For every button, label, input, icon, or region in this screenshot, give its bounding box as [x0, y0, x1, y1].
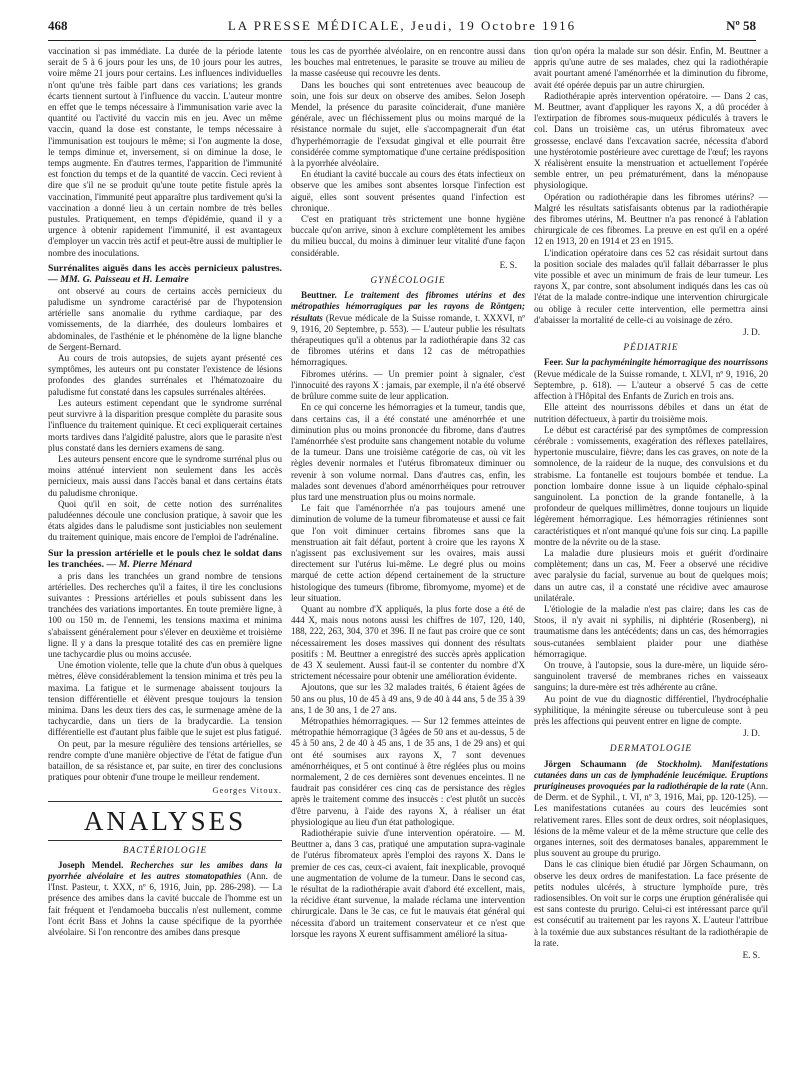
page-header — [48, 18, 756, 40]
issue-number: Nº 58 — [726, 18, 756, 33]
entry-text: (Ann. de l'Inst. Pasteur, t. XXX, nº 6, 1916, Juin, pp. 286-298). — La présence des amibes dans la cavité buccale de l'homme est un fait fréquent et l'endamoeba buccalis n'est nullement, comme l'ont écrit Bass et Johns la cause spécifique de la pyorrhée alvéolaire. Si l'on rencontre des amibes dans presque — [48, 871, 282, 938]
paragraph: a pris dans les tranchées un grand nombre de tensions artérielles. Des recherches qu'il a faites, il tire les conclusions suivantes : Pressions artérielles et pouls subissent dans les tranchées des variations importantes. En toute première ligne, à 100 ou 150 m. de l'ennemi, les tensions maxima et minima s'abaissent généralement pour s'élever en deuxième et troisième ligne. Il y a dans la presque totalité des cas en première ligne une tachycardie plus ou moins accusée. — [48, 570, 282, 659]
paragraph: Au point de vue du diagnostic différentiel, l'hydrocéphalie syphilitique, la méningite séreuse ou tuberculeuse sont à peu près les affections qui peuvent entrer en ligne de compte. — [534, 693, 768, 726]
section-label: PÉDIATRIE — [623, 343, 679, 354]
paragraph: Les auteurs pensent encore que le syndrome surrénal plus ou moins atténué intervient non seulement dans les accès pernicieux, mais aussi dans l'accès banal et dans certains états du paludisme chronique. — [48, 453, 282, 498]
entry-author: Jörgen Schaumann — [544, 758, 627, 769]
entry-text: (Revue médicale de la Suisse romande, t. XXXVI, nº 9, 1916, 20 Septembre, p. 553). — L'auteur publie les résultats thérapeutiques qu'il a obtenus par la radiothérapie dans 32 cas de fibromes utérins et dans 12 cas de métropathies hémorragiques. — [291, 312, 525, 368]
page-number: 468 — [48, 18, 68, 33]
signature: J. D. — [743, 327, 760, 338]
paragraph: Une émotion violente, telle que la chute d'un obus à quelques mètres, élève considérablement la tension minima et très peu la maxima. La fatigue et le surmenage abaissent toujours la tension différentielle et élèvent presque toujours la tension minima. Dans les deux tiers des cas, le surmenage amène de la tachycardie, dans un tiers de la bradycardie. La tension différentielle est d'autant plus faible que le sujet est plus fatigué. — [48, 660, 282, 738]
signature: E. S. — [499, 259, 517, 270]
heading-title: Sur la pression artérielle et le pouls chez le soldat dans les tranchées. — [48, 547, 282, 571]
entry-title: (de Stockholm). Manifestations cutanées dans un cas de lymphadénie leucémique. Eruptions prurigineuses provoquées par la radiothérapie de la rate — [534, 758, 768, 791]
paragraph: Fibromes utérins. — Un premier point à signaler, c'est l'innocuité des rayons X : jamais, par exemple, il n'a été observé de brûlure comme suite de leur application. — [291, 368, 525, 402]
paragraph: On trouve, à l'autopsie, sous la dure-mère, un liquide séro-sanguinolent traversé de membranes riches en vaisseaux sanguins; la dure-mère est très adhérente au crâne. — [534, 659, 768, 693]
analysis-entry — [534, 357, 768, 402]
paragraph: Radiothérapie après intervention opératoire. — Dans 2 cas, M. Beuttner, avant d'appliquer les rayons X, a dû procéder à l'extirpation de fibromes sous-muqueux pédiculés à travers le col. Dans un troisième cas, un utérus fibromateux avec grossesse, enclavé dans l'excavation sacrée, nécessita d'abord une hystérotomie postérieure avec curettage de l'œuf; les rayons X réalisèrent ensuite la menstruation et actuellement l'opérée semble entrer, un peu prématurément, dans la ménopause physiologique. — [534, 90, 768, 191]
article-heading — [48, 548, 282, 571]
paragraph: En étudiant la cavité buccale au cours des états infectieux on observe que les amibes sont absentes lorsque l'infection est aiguë, elles sont souvent présentes quand l'infection est chronique. — [291, 169, 525, 213]
section-label: GYNÉCOLOGIE — [370, 276, 446, 287]
paragraph: Ajoutons, que sur les 32 malades traités, 6 étaient âgées de 50 ans ou plus, 10 de 45 à 49 ans, 9 de 40 à 44 ans, 5 de 35 à 39 ans, 1 de 30 ans, 1 de 27 ans. — [291, 682, 525, 715]
signature: Georges Vitoux. — [212, 786, 282, 796]
journal-title: LA PRESSE MÉDICALE, Jeudi, 19 Octobre 1916 — [227, 18, 577, 33]
article-heading — [48, 263, 282, 286]
heading-authors: — MM. G. Paisseau et H. Lemaire — [48, 274, 189, 286]
paragraph: Dans les bouches qui sont entretenues avec beaucoup de soin, une fois sur deux on observe des amibes. Selon Joseph Mendel, la présence du parasite coïnciderait, d'une manière générale, avec un fléchissement plus ou moins marqué de la résistance normale du sujet, elle s'accompagnerait d'un état d'hyperhémorragie de l'exsudat gingival et elle pourrait être considérée comme symptomatique d'une certaine prédisposition à la pyorrhée alvéolaire. — [291, 79, 525, 169]
column-middle — [291, 46, 525, 940]
section-banner-analyses: ANALYSES — [48, 801, 282, 841]
paragraph: tion qu'on opéra la malade sur son désir. Enfin, M. Beuttner a appris qu'une autre de ses malades, chez qui la radiothérapie avait pourtant amené l'aménorrhée et la diminution du fibrome, avait été opérée depuis par un autre chirurgien. — [534, 46, 768, 90]
paragraph: vaccination si pas immédiate. La durée de la période latente serait de 5 à 6 jours pour les uns, de 10 jours pour les autres, voire même 21 jours pour certains. Les influences individuelles n'ont qu'une très faible part dans ces variations; les grands écarts tiennent surtout à l'influence du vaccin. L'auteur montre en effet que le temps nécessaire à l'immunisation varie avec la quantité ou l'activité du vaccin mis en jeu. Avec un même vaccin, quand la dose est constante, le temps nécessaire à l'immunisation est toujours le même; si l'on augmente la dose, le temps diminue et, inversement, si on diminue la dose, le temps augmente. En d'autres termes, l'apparition de l'immunité est fonction du temps et de la quantité de vaccin. Ceci revient à dire que s'il ne se produit qu'une toute petite fistule après la vaccination, l'immunité peut apparaître plus tardivement qu'si la vaccination a donné lieu à un certain nombre de très belles pustules. Pratiquement, en temps d'épidémie, quand il y a urgence à obtenir rapidement l'immunité, il est avantageux d'employer un vaccin très actif et peut-être aussi de multiplier le nombre des inoculations. — [48, 46, 282, 258]
paragraph: Au cours de trois autopsies, de sujets ayant présenté ces symptômes, les auteurs ont pu constater l'existence de lésions profondes des glandes surrénales et l'hématozoaire du paludisme fut constaté dans les capsules surrénales altérées. — [48, 353, 282, 397]
section-label: DERMATOLOGIE — [609, 744, 693, 755]
entry-text: (Revue médicale de la Suisse romande, t. XLVI, nº 9, 1916, 20 Septembre, p. 618). — L'auteur a observé 5 cas de cette affection à l'Hôpital des Enfants de Zurich en trois ans. — [534, 368, 768, 402]
signature: J. D. — [743, 728, 760, 739]
column-right — [534, 46, 768, 964]
entry-title: Recherches sur les amibes dans la pyorrhée alvéolaire et les autres stomatopathies — [48, 859, 282, 881]
paragraph: ont observé au cours de certains accès pernicieux du paludisme un syndrome caractérisé par de l'hypotension artérielle sans anomalie du rythme cardiaque, par des vomissements, de la diarrhée, des douleurs lombaires et abdominales, de l'asthénie et le phénomène de la ligne blanche de Sergent-Bernard. — [48, 285, 282, 352]
paragraph: Opération ou radiothérapie dans les fibromes utérins? — Malgré les résultats satisfaisants obtenus par la radiothérapie des fibromes utérins, M. Beuttner n'a pas renoncé à l'ablation chirurgicale de ces fibromes. La preuve en est qu'il en a opéré 12 en 1913, 20 en 1914 et 23 en 1915. — [534, 191, 768, 247]
article-columns — [48, 46, 768, 1076]
header-rule — [48, 40, 756, 41]
paragraph: Quant au nombre d'X appliqués, la plus forte dose a été de 444 X, mais nous notons aussi les chiffres de 107, 120, 140, 188, 222, 263, 304, 370 et 396. Il ne faut pas croire que ce sont nécessairement les doses massives qui donnent des résultats positifs : M. Beuttner a enregistré des succès après application de 43 X seulement. Aussi faut-il se contenter du nombre d'X strictement nécessaire pour obtenir une amélioration évidente. — [291, 603, 525, 682]
entry-title: Sur la pachyméningite hémorragique des nourrissons — [565, 357, 768, 368]
paragraph: Le début est caractérisé par des symptômes de compression cérébrale : vomissements, exagération des réflexes patellaires, hypertonie musculaire, fièvre; dans les cas graves, on note de la somnolence, de la raideur de la nuque, des convulsions et du strabisme. La fontanelle est toujours bombée et tendue. La ponction lombaire donne issue à un liquide céphalo-spinal sanguinolent. La ponction de la grande fontanelle, à la profondeur de quelques millimètres, donne toujours un liquide légèrement hémorragique. Les hémorragies rétiniennes sont caractéristiques et n'ont manqué qu'une fois sur cinq. La papille montre de la névrite ou de la stase. — [534, 424, 768, 547]
paragraph: C'est en pratiquant très strictement une bonne hygiène buccale qu'on arrive, sinon à exclure complètement les amibes du milieu buccal, du moins à diminuer leur vitalité d'une façon considérable. — [291, 214, 525, 258]
paragraph: On peut, par la mesure régulière des tensions artérielles, se rendre compte d'une manière objective de l'état de fatigue d'un bataillon, de sa résistance et, par suite, en tirer des conclusions pratiques pour obtenir d'une troupe le meilleur rendement. — [48, 738, 282, 783]
paragraph: Radiothérapie suivie d'une intervention opératoire. — M. Beuttner a, dans 3 cas, pratiqué une amputation supra-vaginale de l'utérus fibromateux après l'emploi des rayons X. Dans le premier de ces cas, ceux-ci avaient, fait inexplicable, provoqué une augmentation de volume de la tumeur. Dans le second cas, le résultat de la radiothérapie avait d'abord été excellent, mais, la récidive étant survenue, la malade réclama une intervention chirurgicale. Dans le 3e cas, ce fut le mauvais état général qui nécessita d'abord un traitement conservateur et ce n'est que lorsque les rayons X eurent suffisamment amélioré la situa- — [291, 828, 525, 939]
paragraph: En ce qui concerne les hémorragies et la tumeur, tandis que, dans certains cas, il a été constaté une aménorrhée et une diminution plus ou moins prononcée du fibrome, dans d'autres l'aménorrhée s'est produite sans changement notable du volume de la tumeur. Dans une troisième catégorie de cas, où vit les règles devenir normales et l'utérus fibromateux diminuer ou revenir à son volume normal. Dans d'autres cas, enfin, les malades sont devenues d'abord aménorrhéiques pour retrouver plus tard une menstruation plus ou moins normale. — [291, 402, 525, 502]
paragraph: Métropathies hémorragiques. — Sur 12 femmes atteintes de métropathie hémorragique (3 âgées de 50 ans et au-dessus, 5 de 45 à 50 ans, 2 de 40 à 45 ans, 1 de 35 ans, 1 de 29 ans) et qui ont été soumises aux rayons X, 7 sont devenues aménorrhéiques, et 5 ont continué à être réglées plus ou moins normalement, 2 de ces dernières sont devenues enceintes. Il ne faudrait pas considérer ces cinq cas de persistance des règles après le traitement comme des insuccès : c'est plutôt un succès d'être parvenu, à l'aide des rayons X, à réaliser un état physiologique au lieu d'un état pathologique. — [291, 715, 525, 827]
paragraph: La maladie dure plusieurs mois et guérit d'ordinaire complètement; dans un cas, M. Feer a observé une récidive avec paralysie du facial, survenue au bout de quelques mois; dans un autre cas, il a constaté une récidive avec amaurose unilatérale. — [534, 547, 768, 603]
heading-author: — M. Pierre Ménard — [106, 559, 192, 571]
paragraph: L'indication opératoire dans ces 52 cas résidait surtout dans la position sociale des malades qu'il fallait débarrasser le plus vite possible et avec un minimum de frais de leur tumeur. Les rayons X, par contre, sont absolument indiqués dans les cas où l'état de la malade contre-indique une intervention chirurgicale ou oblige à reculer cette intervention, elle permettra ainsi d'abaisser la mortalité de celle-ci au voisinage de zéro. — [534, 247, 768, 325]
paragraph: Elle atteint des nourrissons débiles et dans un état de nutrition défectueux, à partir du troisième mois. — [534, 402, 768, 424]
entry-author: Joseph Mendel. — [58, 859, 124, 870]
analysis-entry — [48, 860, 282, 938]
paragraph: Le fait que l'aménorrhée n'a pas toujours amené une diminution de volume de la tumeur fibromateuse et aussi ce fait que l'on voit diminuer certains fibromes sans que la menstruation ait fait défaut, portent à croire que les rayons X n'agissent pas exclusivement sur les ovaires, mais aussi directement sur l'utérus lui-même. Le degré plus ou moins marqué de cette action dépend certainement de la structure histologique des tumeurs (fibrome, fibromyome, myome) et de leur situation. — [291, 503, 525, 603]
entry-author: Feer. — [544, 357, 564, 368]
paragraph: tous les cas de pyorrhée alvéolaire, on en rencontre aussi dans les bouches mal entretenues, le parasite se trouve au milieu de la masse caséeuse qui recouvre les dents. — [291, 46, 525, 79]
paragraph: Quoi qu'il en soit, de cette notion des surrénalites paludéennes découle une conclusion pratique, à savoir que les états algides dans le paludisme sont justiciables non seulement du traitement quinique, mais encore de l'emploi de l'adrénaline. — [48, 498, 282, 543]
paragraph: Les auteurs estiment cependant que le syndrome surrénal peut survivre à la disparition presque complète du parasite sous l'influence du traitement quinique. Et ceci expliquerait certaines morts tardives dans l'algidité palustre, alors que le parasite n'est plus constaté dans les derniers examens de sang. — [48, 397, 282, 453]
entry-text: (Ann. de Derm. et de Syphil., t. VI, nº 3, 1916, Mai, pp. 120-125). — Les manifestations cutanées au cours des leucémies sont relativement rares. Elles sont de deux ordres, soit néoplasiques, lésions de la même valeur et de la même structure que celle des organes internes, soit des dermatoses banales, apparemment le plus souvent au groupe du prurigo. — [534, 781, 768, 859]
entry-title: Le traitement des fibromes utérins et des métropathies hémorragiques par les rayons de Röntgen; résultats — [291, 290, 525, 323]
entry-author: Beuttner. — [301, 290, 337, 301]
column-left — [48, 46, 282, 938]
paragraph: Dans le cas clinique bien étudié par Jörgen Schaumann, on observe les deux ordres de manifestation. La face présente de petits nodules ulcérés, à structure lymphoïde pure, très radiosensibles. On voit sur le corps une éruption généralisée qui est sans conteste du prurigo. Celui-ci est intéressant parce qu'il est consécutif au traitement par les rayons X. L'auteur l'attribue à la toxémie due aux substances résultant de la radiothérapie de la rate. — [534, 859, 768, 948]
analysis-entry — [534, 759, 768, 860]
heading-title: Surrénalites aiguës dans les accès pernicieux palustres. — [48, 262, 282, 274]
signature: E. S. — [742, 950, 760, 961]
paragraph: L'étiologie de la maladie n'est pas claire; dans les cas de Stoos, il n'y avait ni syphilis, ni diphtérie (Rosenberg), ni traumatisme dans les antécédents; dans un cas, des hémorragies sous-cutanées semblaient plaider pour une diathèse hémorragique. — [534, 603, 768, 659]
analysis-entry — [291, 290, 525, 368]
section-label: BACTÉRIOLOGIE — [122, 845, 208, 856]
